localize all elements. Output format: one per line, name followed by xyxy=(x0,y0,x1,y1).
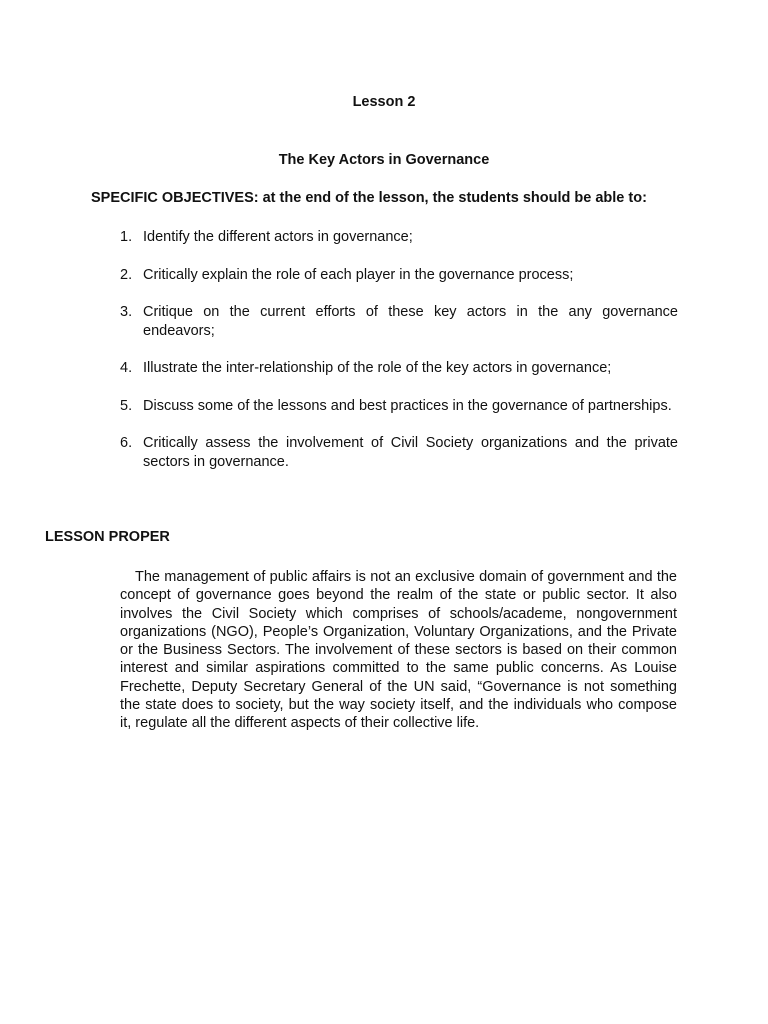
objective-item xyxy=(120,228,678,247)
objectives-list xyxy=(120,228,678,490)
lesson-title: The Key Actors in Governance xyxy=(278,152,490,168)
objective-text: Illustrate the inter-relationship of the role of the key actors in governance; xyxy=(143,360,612,376)
objective-number: 6. xyxy=(120,435,133,451)
objective-number: 5. xyxy=(120,397,133,414)
objective-number: 3. xyxy=(120,304,133,320)
lesson-number: Lesson 2 xyxy=(352,94,416,110)
objective-text: Discuss some of the lessons and best practices in the governance of partnerships. xyxy=(143,397,672,414)
objective-text: Critically assess the involvement of Civil Society organizations and the private sectors in governance. xyxy=(143,435,678,470)
lesson-proper-heading: LESSON PROPER xyxy=(45,529,170,545)
objective-item xyxy=(120,434,678,471)
objective-item xyxy=(120,266,678,285)
objective-number: 4. xyxy=(120,360,133,376)
objective-number: 2. xyxy=(120,266,133,283)
lesson-proper-paragraph: The management of public affairs is not an exclusive domain of government and the concept of governance goes beyond the realm of the state or public sector. It also involves the Civil Society which comprises of schools/academe, nongovernment organizations (NGO), People’s Organization, Voluntary Organizations, and the Private or the Business Sectors. The involvement of these sectors is based on their common interest and similar aspirations committed to the same public concerns. As Louise Frechette, Deputy Secretary General of the UN said, “Governance is not something the state does to society, but the way society itself, and the individuals who compose it, regulate all the different aspects of their collective life. xyxy=(120,569,677,732)
objective-item xyxy=(120,303,678,340)
objective-text: Critically explain the role of each player in the governance process; xyxy=(143,266,574,283)
objective-text: Critique on the current efforts of these key actors in the any governance endeavors; xyxy=(143,304,678,339)
objective-number: 1. xyxy=(120,229,133,245)
objective-text: Identify the different actors in governance; xyxy=(143,229,413,245)
objective-item xyxy=(120,359,678,378)
objectives-heading: SPECIFIC OBJECTIVES: at the end of the lesson, the students should be able to: xyxy=(91,190,647,206)
objective-item xyxy=(120,397,678,416)
